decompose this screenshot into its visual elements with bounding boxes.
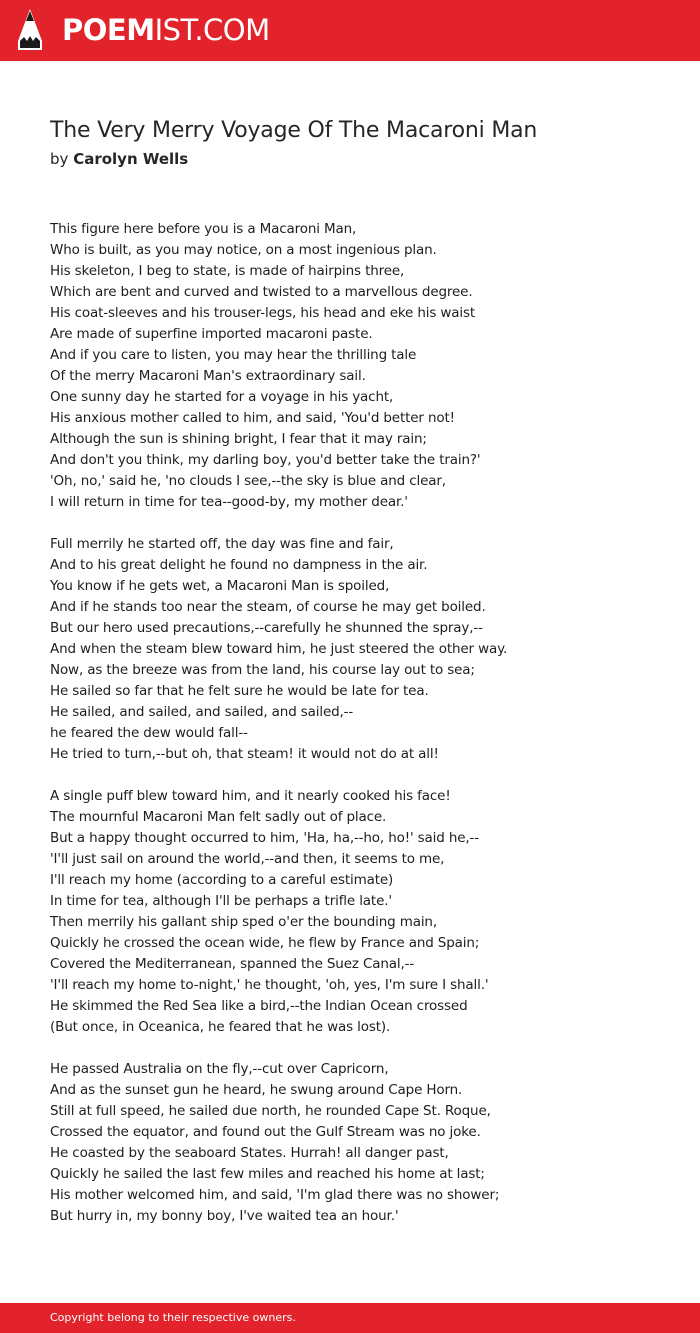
poem-line: Now, as the breeze was from the land, his course lay out to sea; [50, 662, 475, 678]
poem-line: Of the merry Macaroni Man's extraordinary sail. [50, 368, 366, 384]
poem-line: His skeleton, I beg to state, is made of hairpins three, [50, 263, 405, 279]
poem-line: He sailed so far that he felt sure he would be late for tea. [50, 683, 429, 699]
site-header [0, 0, 700, 61]
poem-line: 'I'll just sail on around the world,--and then, it seems to me, [50, 851, 445, 867]
logo-light-text: IST.COM [154, 13, 270, 47]
poem-line: Then merrily his gallant ship sped o'er the bounding main, [50, 914, 437, 930]
poem-line: But our hero used precautions,--carefully he shunned the spray,-- [50, 620, 483, 636]
poem-stanza [50, 534, 670, 765]
poem-stanza [50, 219, 670, 513]
poem-line: And if you care to listen, you may hear the thrilling tale [50, 347, 417, 363]
poem-line: Who is built, as you may notice, on a most ingenious plan. [50, 242, 437, 258]
author-name: Carolyn Wells [73, 150, 189, 168]
poem-line: Full merrily he started off, the day was fine and fair, [50, 536, 394, 552]
pen-nib-logo-icon[interactable] [17, 8, 43, 52]
poem-line: 'I'll reach my home to-night,' he thought, 'oh, yes, I'm sure I shall.' [50, 977, 489, 993]
poem-line: He tried to turn,--but oh, that steam! it would not do at all! [50, 746, 439, 762]
poem-line: (But once, in Oceanica, he feared that he was lost). [50, 1019, 391, 1035]
poem-line: 'Oh, no,' said he, 'no clouds I see,--the sky is blue and clear, [50, 473, 446, 489]
poem-line: His anxious mother called to him, and said, 'You'd better not! [50, 410, 455, 426]
byline-prefix: by [50, 150, 69, 168]
poem-line: And if he stands too near the steam, of course he may get boiled. [50, 599, 486, 615]
poem-line: I will return in time for tea--good-by, my mother dear.' [50, 494, 408, 510]
poem-line: he feared the dew would fall-- [50, 725, 248, 741]
poem-line: And don't you think, my darling boy, you'd better take the train?' [50, 452, 481, 468]
poem-title: The Very Merry Voyage Of The Macaroni Man [50, 118, 538, 143]
poem-line: I'll reach my home (according to a careful estimate) [50, 872, 394, 888]
poem-line: He sailed, and sailed, and sailed, and sailed,-- [50, 704, 354, 720]
byline [50, 149, 188, 169]
poem-line: His coat-sleeves and his trouser-legs, his head and eke his waist [50, 305, 476, 321]
poem-stanza [50, 786, 670, 1038]
site-logo[interactable] [62, 12, 270, 48]
logo-bold-text: POEM [62, 13, 155, 47]
poem-line: He skimmed the Red Sea like a bird,--the Indian Ocean crossed [50, 998, 468, 1014]
poem-line: He coasted by the seaboard States. Hurrah! all danger past, [50, 1145, 449, 1161]
poem-line: Are made of superfine imported macaroni paste. [50, 326, 373, 342]
poem-line: But a happy thought occurred to him, 'Ha, ha,--ho, ho!' said he,-- [50, 830, 479, 846]
poem-line: Covered the Mediterranean, spanned the Suez Canal,-- [50, 956, 415, 972]
poem-line: Quickly he crossed the ocean wide, he flew by France and Spain; [50, 935, 480, 951]
poem-line: And when the steam blew toward him, he just steered the other way. [50, 641, 508, 657]
poem-line: But hurry in, my bonny boy, I've waited tea an hour.' [50, 1208, 399, 1224]
poem-line: And to his great delight he found no dampness in the air. [50, 557, 428, 573]
poem-line: A single puff blew toward him, and it nearly cooked his face! [50, 788, 451, 804]
poem-line: Quickly he sailed the last few miles and reached his home at last; [50, 1166, 485, 1182]
poem-line: This figure here before you is a Macaroni Man, [50, 221, 357, 237]
poem-line: One sunny day he started for a voyage in his yacht, [50, 389, 394, 405]
poem-stanza [50, 1059, 670, 1227]
poem-line: In time for tea, although I'll be perhaps a trifle late.' [50, 893, 392, 909]
site-footer [0, 1303, 700, 1333]
poem-line: His mother welcomed him, and said, 'I'm glad there was no shower; [50, 1187, 500, 1203]
poem-line: You know if he gets wet, a Macaroni Man is spoiled, [50, 578, 390, 594]
poem-line: Although the sun is shining bright, I fear that it may rain; [50, 431, 427, 447]
poem-line: Crossed the equator, and found out the Gulf Stream was no joke. [50, 1124, 481, 1140]
poem-line: And as the sunset gun he heard, he swung around Cape Horn. [50, 1082, 463, 1098]
poem-line: Which are bent and curved and twisted to a marvellous degree. [50, 284, 473, 300]
poem-line: He passed Australia on the fly,--cut over Capricorn, [50, 1061, 389, 1077]
poem-line: Still at full speed, he sailed due north, he rounded Cape St. Roque, [50, 1103, 491, 1119]
poem-body [50, 219, 670, 1248]
poem-line: The mournful Macaroni Man felt sadly out of place. [50, 809, 387, 825]
copyright-notice: Copyright belong to their respective owners. [50, 1311, 296, 1324]
